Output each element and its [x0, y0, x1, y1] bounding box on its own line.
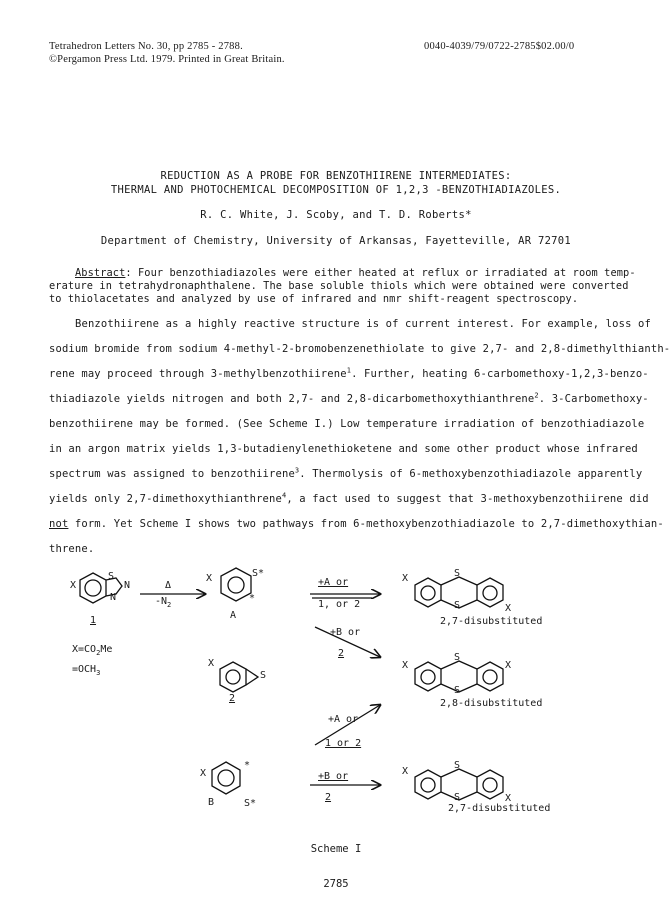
atom-s-p2a: S	[454, 652, 461, 663]
product-3-label: 2,7-disubstituted	[448, 803, 551, 814]
emphasis-not: not	[49, 518, 69, 530]
abstract-line-2: erature in tetrahydronaphthalene. The base soluble thiols which were obtained were converted	[49, 280, 629, 292]
article-code: 0040-4039/79/0722-2785$02.00/0	[424, 41, 575, 52]
radical-star-a: *	[249, 593, 256, 604]
substituent-x-p3a: X	[402, 766, 409, 777]
atom-s-p3a: S	[454, 760, 461, 771]
compound-2-label: 2	[229, 693, 236, 704]
scheme-caption: Scheme I	[310, 843, 362, 855]
atom-n-2: N	[110, 592, 117, 603]
page-number: 2785	[323, 878, 349, 890]
substituent-x-p1a: X	[402, 573, 409, 584]
compound-1-label: 1	[90, 615, 97, 626]
thiyl-s-star-a: S*	[252, 568, 265, 579]
atom-s-2: S	[260, 670, 267, 681]
affiliation: Department of Chemistry, University of Arkansas, Fayetteville, AR 72701	[100, 235, 572, 247]
ref-4: 4	[281, 491, 287, 500]
paper-title-line-1: REDUCTION AS A PROBE FOR BENZOTHIIRENE INTERMEDIATES:	[160, 170, 512, 182]
compound-b-label: B	[208, 797, 215, 808]
body-line-4: thiadiazole yields nitrogen and both 2,7- and 2,8-dicarbomethoxythianthrene$^2$. 3-Carbomethoxy-	[49, 391, 649, 405]
ref-2: 2	[534, 391, 539, 400]
ref-1: 1	[346, 366, 352, 375]
substituent-x-a: X	[206, 573, 213, 584]
compound-a-label: A	[230, 610, 237, 621]
substituent-x-b: X	[200, 768, 207, 779]
substituent-definition-2: $=OCH_3$	[72, 664, 101, 677]
body-line-5: benzothiirene may be formed. (See Scheme I.) Low temperature irradiation of benzothiadiazole	[49, 418, 645, 430]
substituent-x-p2a: X	[402, 660, 409, 671]
intermediate-b-structure	[212, 762, 240, 794]
abstract-line-1: Abstract: Four benzothiadiazoles were either heated at reflux or irradiated at room temp-	[75, 267, 636, 279]
paper-title-line-2: THERMAL AND PHOTOCHEMICAL DECOMPOSITION OF 1,2,3 -BENZOTHIADIAZOLES.	[110, 184, 562, 196]
body-line-10: threne.	[49, 543, 95, 555]
radical-star-b: *	[244, 760, 251, 771]
journal-citation: Tetrahedron Letters No. 30, pp 2785 - 2788.	[49, 41, 243, 52]
ref-3: 3	[294, 466, 300, 475]
copyright-line: ©Pergamon Press Ltd. 1979. Printed in Great Britain.	[49, 54, 285, 65]
condition-d-top: +B or	[318, 771, 349, 782]
loss-of-nitrogen: $-N_2$	[155, 596, 172, 609]
condition-b-bottom: 2	[338, 648, 345, 659]
atom-s-1: S	[108, 571, 115, 582]
condition-d-bottom: 2	[325, 792, 332, 803]
substituent-x-2: X	[208, 658, 215, 669]
atom-s-p3b: S	[454, 792, 461, 803]
abstract-label: Abstract	[75, 267, 126, 279]
body-line-3: rene may proceed through 3-methylbenzothiirene$^1$. Further, heating 6-carbomethoxy-1,2,3-benzo-	[49, 366, 649, 380]
body-line-2: sodium bromide from sodium 4-methyl-2-bromobenzenethiolate to give 2,7- and 2,8-dimethylthianth-	[49, 343, 671, 355]
atom-s-p1b: S	[454, 600, 461, 611]
atom-s-p1a: S	[454, 568, 461, 579]
benzothiirene-structure	[220, 662, 258, 692]
abstract-line-3: to thiolacetates and analyzed by use of infrared and nmr shift-reagent spectroscopy.	[49, 293, 579, 305]
condition-a-bottom: 1, or 2	[318, 599, 361, 610]
body-line-6: in an argon matrix yields 1,3-butadienylenethioketene and some other product whose infrared	[49, 443, 638, 455]
atom-n-1: N	[124, 580, 131, 591]
body-line-7: spectrum was assigned to benzothiirene$^3$. Thermolysis of 6-methoxybenzothiadiazole apparently	[49, 466, 643, 480]
body-line-1: Benzothiirene as a highly reactive structure is of current interest. For example, loss of	[75, 318, 651, 330]
substituent-definition-1: $X=CO_2Me$	[72, 644, 113, 657]
body-line-9: not form. Yet Scheme I shows two pathways from 6-methoxybenzothiadiazole to 2,7-dimethoxythian-	[49, 518, 664, 530]
product-2-label: 2,8-disubstituted	[440, 698, 543, 709]
atom-s-p2b: S	[454, 685, 461, 696]
condition-b-top: +B or	[330, 627, 361, 638]
condition-c-bottom: 1 or 2	[325, 738, 362, 749]
thiyl-s-star-b: S*	[244, 798, 257, 809]
intermediate-a-structure	[221, 568, 251, 601]
substituent-x-p1b: X	[505, 603, 512, 614]
substituent-x-1: X	[70, 580, 77, 591]
heat-symbol: Δ	[165, 580, 172, 591]
condition-c-top: +A or	[328, 714, 359, 725]
authors: R. C. White, J. Scoby, and T. D. Roberts*	[200, 209, 472, 221]
substituent-x-p2b: X	[505, 660, 512, 671]
body-line-8: yields only 2,7-dimethoxythianthrene$^4$, a fact used to suggest that 3-methoxybenzothiirene did	[49, 491, 649, 505]
substituent-x-p3b: X	[505, 793, 512, 804]
product-1-label: 2,7-disubstituted	[440, 616, 543, 627]
condition-a-top: +A or	[318, 577, 349, 588]
